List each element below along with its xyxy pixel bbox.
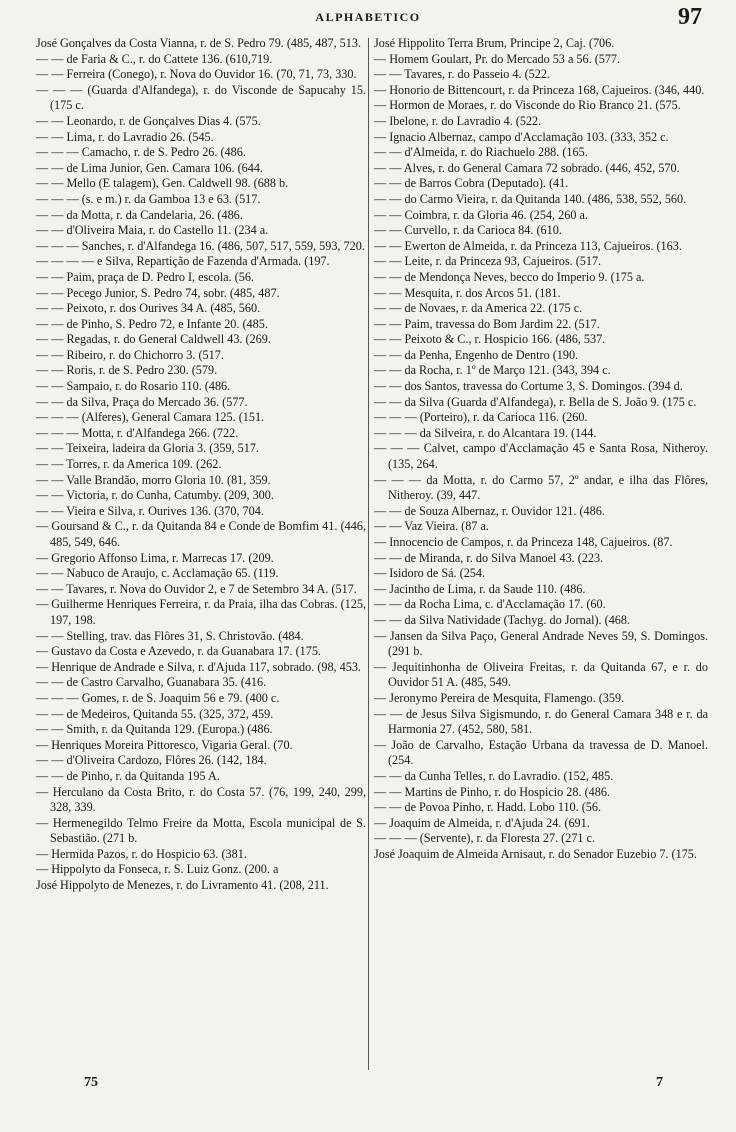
directory-entry: José Joaquim de Almeida Arnisaut, r. do Senador Euzebio 7. (175. [374,846,697,861]
directory-entry: — — Smith, r. da Quitanda 129. (Europa.) (486. [36,722,273,737]
directory-entry: — — da Rocha Lima, c. d'Acclamação 17. (60. [374,597,606,612]
directory-entry: — — de Novaes, r. da America 22. (175 c. [374,301,583,316]
directory-entry: — — Paim, praça de D. Pedro I, escola. (56. [36,269,254,284]
directory-entry: — — — da Silveira, r. do Alcantara 19. (144. [374,425,597,440]
directory-entry: — Hermenegildo Telmo Freire da Motta, Escola municipal de S. Sebastião. (271 b. [36,815,366,846]
directory-entry: — Ibelone, r. do Lavradio 4. (522. [374,113,542,128]
directory-entry: — — da Silva Natividade (Tachyg. do Jornal). (468. [374,612,631,627]
directory-entry: — — Mello (E talagem), Gen. Caldwell 98. (688 b. [36,176,289,191]
directory-entry: — — Regadas, r. do General Caldwell 43. (269. [36,332,271,347]
directory-entry: — — — Gomes, r. de S. Joaquim 56 e 79. (400 c. [36,690,280,705]
signature-mark-right: 7 [656,1075,663,1090]
directory-entry: — — Martins de Pinho, r. do Hospicio 28. (486. [374,784,610,799]
directory-entry: José Hippolyto de Menezes, r. do Livramento 41. (208, 211. [36,878,329,893]
directory-entry: — — — Sanches, r. d'Alfandega 16. (486, 507, 517, 559, 593, 720. [36,238,365,253]
signature-mark-left: 75 [84,1075,98,1090]
directory-entry: — — Peixoto, r. dos Ourives 34 A. (485, 560. [36,301,261,316]
directory-entry: — Gustavo da Costa e Azevedo, r. da Guanabara 17. (175. [36,644,321,659]
directory-entry: — — Curvello, r. da Carioca 84. (610. [374,223,562,238]
directory-entry: — — — da Motta, r. do Carmo 57, 2º andar, e ilha das Flôres, Nitheroy. (39, 447. [374,472,708,503]
directory-entry: — — — Motta, r. d'Alfandega 266. (722. [36,425,239,440]
directory-entry: — — Torres, r. da America 109. (262. [36,457,222,472]
directory-entry: — — Coimbra, r. da Gloria 46. (254, 260 a. [374,207,588,222]
directory-entry: — — de Faria & C., r. do Cattete 136. (610,719. [36,51,273,66]
directory-entry: — Ignacio Albernaz, campo d'Acclamação 103. (333, 352 c. [374,129,669,144]
page-footer [0,1075,736,1095]
directory-entry: — — da Silva (Guarda d'Alfandega), r. Bella de S. João 9. (175 c. [374,394,697,409]
directory-entry: — — d'Oliveira Maia, r. do Castello 11. (234 a. [36,223,269,238]
directory-entry: — — — (Porteiro), r. da Carioca 116. (260. [374,410,588,425]
directory-entry: — — da Motta, r. da Candelaria, 26. (486. [36,207,243,222]
directory-entry: — Honorio de Bittencourt, r. da Princeza 168, Cajueiros. (346, 440. [374,82,705,97]
page-header [0,6,736,34]
directory-entry: — — dos Santos, travessa do Cortume 3, S. Domingos. (394 d. [374,379,683,394]
directory-entry: José Hippolito Terra Brum, Principe 2, Caj. (706. [374,36,615,50]
directory-entry: — — Alves, r. do General Camara 72 sobrado. (446, 452, 570. [374,160,680,175]
left-column [36,36,366,894]
directory-entry: — Homem Goulart, Pr. do Mercado 53 a 56. (577. [374,51,621,66]
directory-entry: — Jequitinhonha de Oliveira Freitas, r. da Quitanda 67, e r. do Ouvidor 51 A. (485, 549. [374,659,708,690]
directory-entry: — — da Penha, Engenho de Dentro (190. [374,347,579,362]
directory-entry: — — de Jesus Silva Sigismundo, r. do General Camara 348 e r. da Harmonia 27. (452, 580, 581. [374,706,708,737]
directory-entry: — — Leite, r. da Princeza 93, Cajueiros. (517. [374,254,602,269]
directory-entry: — Goursand & C., r. da Quitanda 84 e Conde de Bomfim 41. (446, 485, 549, 646. [36,519,366,549]
directory-entry: — Hermida Pazos, r. do Hospicio 63. (381. [36,846,247,861]
directory-entry: — — Leonardo, r. de Gonçalves Dias 4. (575. [36,113,261,128]
directory-entry: — — Ewerton de Almeida, r. da Princeza 113, Cajueiros. (163. [374,238,682,253]
directory-entry: — — Valle Brandão, morro Gloria 10. (81, 359. [36,472,271,487]
directory-entry: — — Roris, r. de S. Pedro 230. (579. [36,363,218,378]
directory-entry: — — d'Oliveira Cardozo, Flôres 26. (142, 184. [36,753,267,768]
directory-entry: — — de Miranda, r. do Silva Manoel 43. (223. [374,550,604,565]
directory-entry: — Herculano da Costa Brito, r. do Costa 57. (76, 199, 240, 299, 328, 339. [36,784,366,815]
directory-entry: — — de Pinho, S. Pedro 72, e Infante 20. (485. [36,316,268,331]
directory-entry: — — Lima, r. do Lavradio 26. (545. [36,129,214,144]
directory-entry: — Guilherme Henriques Ferreira, r. da Praia, ilha das Cobras. (125, 197, 198. [36,597,366,627]
directory-entry: — — — (Alferes), General Camara 125. (151. [36,410,265,425]
directory-entry: — — Pecego Junior, S. Pedro 74, sobr. (485, 487. [36,285,280,300]
directory-entry: — — Vieira e Silva, r. Ourives 136. (370, 704. [36,503,264,518]
directory-entry: — Isidoro de Sá. (254. [374,566,486,581]
right-column [374,36,708,862]
directory-entry: — — Ferreira (Conego), r. Nova do Ouvidor 16. (70, 71, 73, 330. [36,67,357,82]
directory-entry: — Hippolyto da Fonseca, r. S. Luiz Gonz. (200. a [36,862,279,877]
directory-entry: — — — Camacho, r. de S. Pedro 26. (486. [36,145,246,160]
directory-entry: — — Nabuco de Araujo, c. Acclamação 65. (119. [36,566,279,581]
page-number: 97 [678,4,702,30]
directory-entry: — — da Rocha, r. 1º de Março 121. (343, 394 c. [374,363,611,378]
directory-entry: — — Peixoto & C., r. Hospicio 166. (486, 537. [374,332,606,347]
directory-entry: — Jeronymo Pereira de Mesquita, Flamengo. (359. [374,690,625,705]
directory-entry: — — — (Guarda d'Alfandega), r. do Visconde de Sapucahy 15. (175 c. [36,82,366,113]
directory-entry: — — d'Almeida, r. do Riachuelo 288. (165. [374,145,588,160]
directory-entry: — — Stelling, trav. das Flôres 31, S. Christovão. (484. [36,628,304,643]
running-head: ALPHABETICO [315,10,421,24]
directory-entry: — — Mesquita, r. dos Arcos 51. (181. [374,285,561,300]
directory-entry: — — de Pinho, r. da Quitanda 195 A. [36,768,220,783]
directory-entry: — João de Carvalho, Estação Urbana da travessa de D. Manoel. (254. [374,737,708,768]
directory-entry: — — Paim, travessa do Bom Jardim 22. (517. [374,316,600,331]
directory-entry: — Jansen da Silva Paço, General Andrade Neves 59, S. Domingos. (291 b. [374,628,708,659]
directory-entry: — — do Carmo Vieira, r. da Quitanda 140. (486, 538, 552, 560. [374,191,687,206]
directory-entry: — — de Souza Albernaz, r. Ouvidor 121. (486. [374,503,605,518]
directory-entry: — Gregorio Affonso Lima, r. Marrecas 17. (209. [36,550,274,565]
directory-entry: — Innocencio de Campos, r. da Princeza 148, Cajueiros. (87. [374,535,673,549]
directory-entry: — — de Mendonça Neves, becco do Imperio 9. (175 a. [374,269,645,284]
directory-entry: — — Victoria, r. do Cunha, Catumby. (209, 300. [36,488,274,503]
directory-entry: — — Ribeiro, r. do Chichorro 3. (517. [36,347,224,362]
directory-entry: — — — Calvet, campo d'Acclamação 45 e Santa Rosa, Nitheroy. (135, 264. [374,441,708,472]
directory-entry: — — de Medeiros, Quitanda 55. (325, 372, 459. [36,706,274,721]
directory-entry: — — — (Servente), r. da Floresta 27. (271 c. [374,831,596,846]
directory-entry: — — Vaz Vieira. (87 a. [374,519,489,534]
directory-entry: — — de Lima Junior, Gen. Camara 106. (644. [36,160,263,175]
directory-entry: — — Tavares, r. do Passeio 4. (522. [374,67,550,82]
directory-entry: — — da Silva, Praça do Mercado 36. (577. [36,394,248,409]
directory-entry: — — de Barros Cobra (Deputado). (41. [374,176,569,191]
directory-entry: — Jacintho de Lima, r. da Saude 110. (486. [374,581,586,596]
directory-entry: — — — — e Silva, Repartição de Fazenda d'Armada. (197. [36,254,330,269]
directory-entry: — — Teixeira, ladeira da Gloria 3. (359, 517. [36,441,259,456]
directory-entry: — — — (s. e m.) r. da Gamboa 13 e 63. (517. [36,191,261,206]
directory-entry: — — de Castro Carvalho, Guanabara 35. (416. [36,675,267,690]
directory-entry: — Hormon de Moraes, r. do Visconde do Rio Branco 21. (575. [374,98,681,113]
column-divider [368,38,369,1070]
directory-entry: — — Tavares, r. Nova do Ouvidor 2, e 7 de Setembro 34 A. (517. [36,581,357,596]
directory-entry: — — Sampaio, r. do Rosario 110. (486. [36,379,231,394]
directory-entry: — Henrique de Andrade e Silva, r. d'Ajuda 117, sobrado. (98, 453. [36,659,361,674]
directory-entry: — — da Cunha Telles, r. do Lavradio. (152, 485. [374,768,614,783]
directory-entry: — — de Povoa Pinho, r. Hadd. Lobo 110. (56. [374,800,602,815]
directory-entry: José Gonçalves da Costa Vianna, r. de S. Pedro 79. (485, 487, 513. [36,36,362,50]
directory-entry: — Henriques Moreira Pittoresco, Vigaria Geral. (70. [36,737,293,752]
directory-entry: — Joaquim de Almeida, r. d'Ajuda 24. (691. [374,815,590,830]
